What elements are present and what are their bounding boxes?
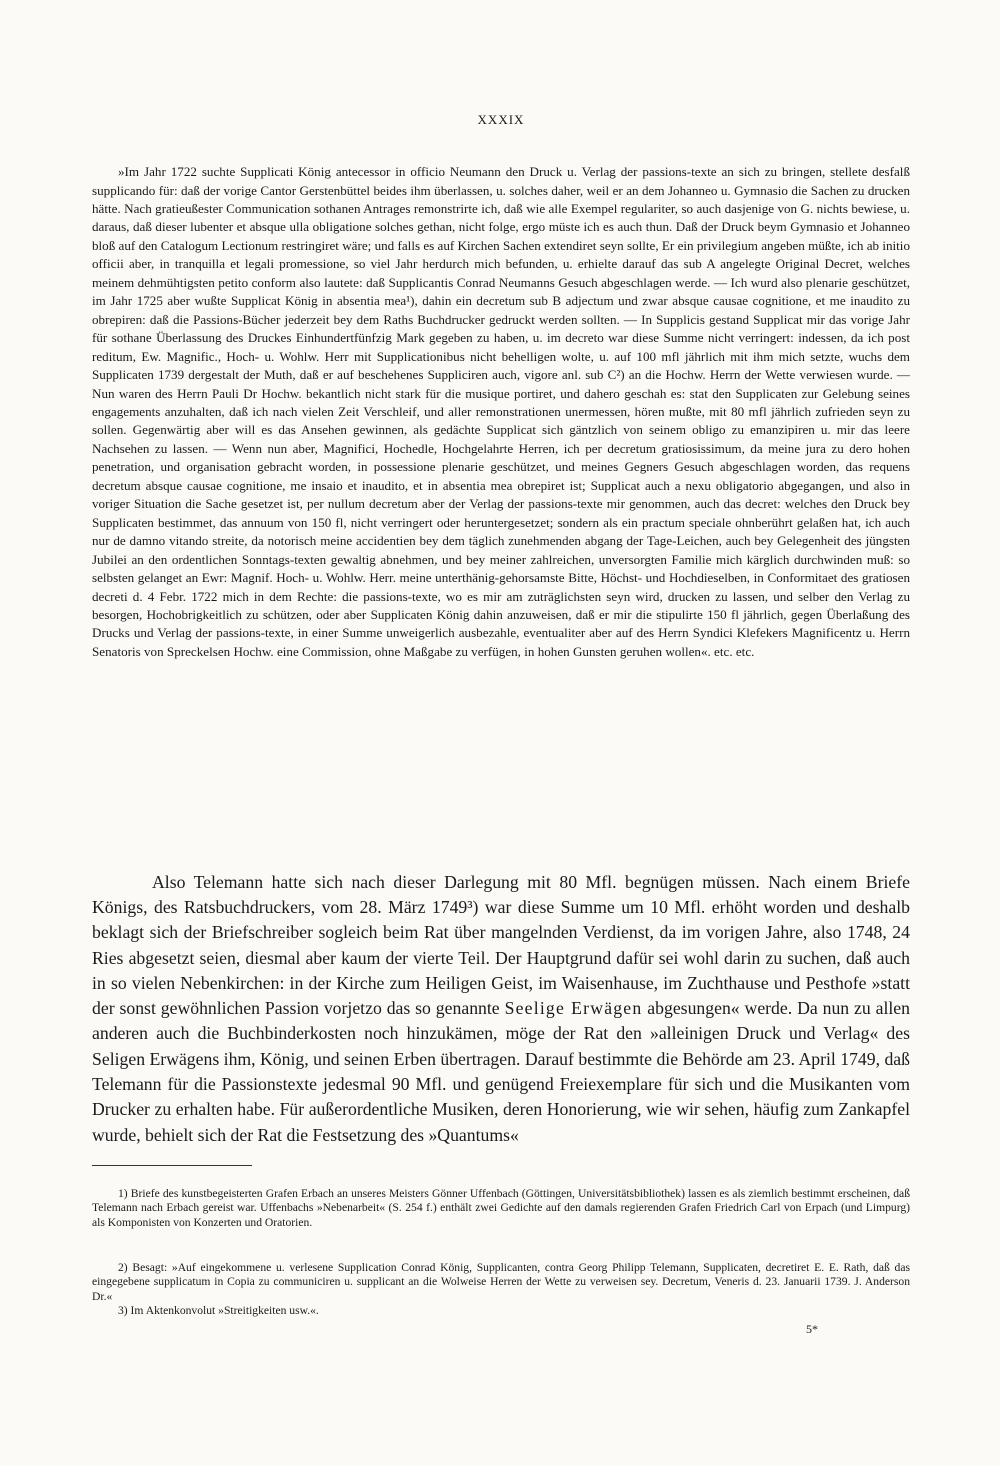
quoted-petition: »Im Jahr 1722 suchte Supplicati König antecessor in officio Neumann den Druck u. Verlag der passions-texte an sich zu bringen, stellete desfalß supplicando für: daß der vorige Cantor Gerstenbüttel beides ihm überlassen, u. solches daher, weil er an dem Johanneo u. Gymnasio die Sachen zu drucken hätte. Nach gratieußester Communication sothanen Antrages remonstrirte ich, daß wie alle Exempel regulariter, so auch dasjenige von G. nichts bewiese, u. daraus, daß dieser lubenter et absque ulla obligatione solches gethan, nicht folge, ergo müste ich es auch thun. Daß der Druck beym Gymnasio et Johanneo bloß auf den Catalogum Lectionum restringiret wäre; und falls es auf Kirchen Sachen extendiret seyn sollte, Er ein privilegium angeben müßte, ich ab initio officii aber, in tranquilla et legali promessione, so viel Jahr herdurch mich befunden, u. erhielte darauf das sub A angelegte Original Decret, welches meinem dehmühtigsten petito conform also lautete: daß Supplicantis Conrad Neumanns Gesuch abgeschlagen werde. — Ich wurd also plenarie geschützet, im Jahr 1725 aber wußte Supplicat König in absentia mea¹), dahin ein decretum sub B adjectum und zwar absque causae cognitione, et me inaudito zu obrepiren: daß die Passions-Bücher jederzeit bey dem Raths Buchdrucker gedruckt werden sollten. — In Supplicis gestand Supplicat mir das vorige Jahr für sothane Überlassung des Druckes Einhundertfünfzig Mark gegeben zu haben, u. im decreto war diese Summe nicht verringert: indessen, da ich post reditum, Ew. Magnific., Hoch- u. Wohlw. Herr mit Supplicationibus nicht behelligen wolte, u. auf 100 mfl jährlich mit ihm mich setzte, wuchs dem Supplicaten 1739 dergestalt der Muth, daß er auf beschehenes Suppliciren auch, vigore anl. sub C²) an die Hochw. Herrn der Wette verwiesen wurde. — Nun waren des Herrn Pauli Dr Hochw. bekantlich nicht stark für die musique portiret, und dahero geschah es: stat den Supplicaten zur Gelebung seines engagements anzuhalten, daß ich nach vielen Zeit Verschleif, und aller remonstrationen unermessen, hören mußte, mit 80 mfl jährlich zufrieden seyn zu sollen. Gegenwärtig aber will es das Ansehen gewinnen, als gedächte Supplicat sich gäntzlich von seinem obligo zu emanzipiren u. mir das leere Nachsehen zu lassen. — Wenn nun aber, Magnifici, Hochedle, Hochgelahrte Herren, ich per decretum gratiosissimum, da meine jura zu dero hohen penetration, und organisation gebracht worden, in possessione plenarie geschützet, und meines Gegners Gesuch abgeschlagen worden, das requens decretum absque causae cognitione, me insaio et inaudito, et in absentia mea obrepiret ist; Supplicat auch a nexu obligatorio abgegangen, und also in voriger Situation die Sache gesetzet ist, per nullum decretum aber der Verlag der passions-texte mir genommen, auch das decret: welches den Druck bey Supplicaten bestimmet, das annuum von 150 fl, nicht verringert oder heruntergesetzet; sondern als ein practum speciale ohnberührt gelaßen hat, ich auch nur de damno vitando streite, da notorisch meine accidentien bey dem täglich zunehmenden abgang der Tage-Leichen, auch bey Gelegenheit des jüngsten Jubilei an den ordentlichen Sonntags-texten gewaltig abnehmen, und bey meiner zahlreichen, unversorgten Familie mich kärglich durchwinden muß: so selbsten gelanget an Ewr: Magnif. Hoch- u. Wohlw. Herr. meine unterthänig-gehorsamste Bitte, Höchst- und Hochdieselben, in Conformitaet des gratiosen decreti d. 4 Febr. 1722 mich in dem Rechte: die passions-texte, wo es mir am zuträglichsten seyn wird, drucken zu lassen, und selber den Verlag zu besorgen, Hochobrigkeitlich zu schützen, oder aber Supplicaten König dahin anzuweisen, daß er mir die stipulirte 150 fl jährlich, gegen Überlaßung des Drucks und Verlag der passions-texte, in einer Summe unweigerlich ausbezahle, eventualiter aber auf des Herrn Syndici Klefekers Magnificentz u. Herrn Senatoris von Spreckelsen Hochw. eine Commission, ohne Maßgabe zu verfügen, in hohen Gunsten geruhen wollen«. etc. etc. <box>92 164 910 659</box>
footnote-3: 3) Im Aktenkonvolut »Streitigkeiten usw.«. <box>118 1303 319 1317</box>
page-number: XXXIX <box>477 112 525 127</box>
printer-signature: 5* <box>806 1322 818 1336</box>
body-text-b: abgesungen« werde. Da nun zu allen anderen auch die Buchbinderkosten noch hinzukämen, möge der Rat den »alleinigen Druck und Verlag« des Seligen Erwägens ihm, König, und seinen Erben übertragen. Darauf bestimmte die Behörde am 23. April 1749, daß Telemann für die Passionstexte jedesmal 90 Mfl. und genügend Freiexemplare für sich und die Musikanten vom Drucker zu erhalten habe. Für außerordentliche Musiken, deren Honorierung, wie wir sehen, häufig zum Zankapfel wurde, behielt sich der Rat die Festsetzung des »Quantums« <box>92 998 911 1145</box>
footnote-rule <box>92 1165 252 1166</box>
book-page <box>92 0 910 1466</box>
body-paragraph <box>92 870 910 1148</box>
emphasized-title: Seelige Erwägen <box>504 998 643 1019</box>
body-text-a: Also Telemann hatte sich nach dieser Darlegung mit 80 Mfl. begnügen müssen. Nach einem Briefe Königs, des Ratsbuchdruckers, vom 28. März 1749³) war diese Summe um 10 Mfl. erhöht worden und deshalb beklagt sich der Briefschreiber sogleich beim Rat über mangelnden Verdienst, da im vorigen Jahre, also 1748, 24 Ries abgesetzt seien, diesmal aber kaum der vierte Teil. Der Hauptgrund dafür sei wohl darin zu suchen, daß auch in so vielen Nebenkirchen: in der Kirche zum Heiligen Geist, im Waisenhause, im Zuchthause und Pesthofe »statt der sonst gewöhnlichen Passion vorjetzo das so genannte <box>92 871 910 1019</box>
footnote-1: 1) Briefe des kunstbegeisterten Grafen Erbach an unseres Meisters Gönner Uffenbach (Göttingen, Universitätsbibliothek) lassen es als ziemlich bestimmt erscheinen, daß Telemann nach Erbach gereist war. Uffenbachs »Nebenarbeit« (S. 254 f.) enthält zwei Gedichte auf den damals regierenden Grafen Friedrich Carl von Erpach (und Limpurg) als Komponisten von Konzerten und Oratorien. <box>92 1186 910 1229</box>
footnote-2: 2) Besagt: »Auf eingekommene u. verlesene Supplication Conrad König, Supplicanten, contra Georg Philipp Telemann, Supplicaten, decretiret E. E. Rath, daß das eingegebene supplicatum in Copia zu communiciren u. supplicant an die Wolweise Herren der Wette zu verweisen sey. Decretum, Veneris d. 23. Januarii 1739. J. Anderson Dr.« <box>92 1260 910 1303</box>
